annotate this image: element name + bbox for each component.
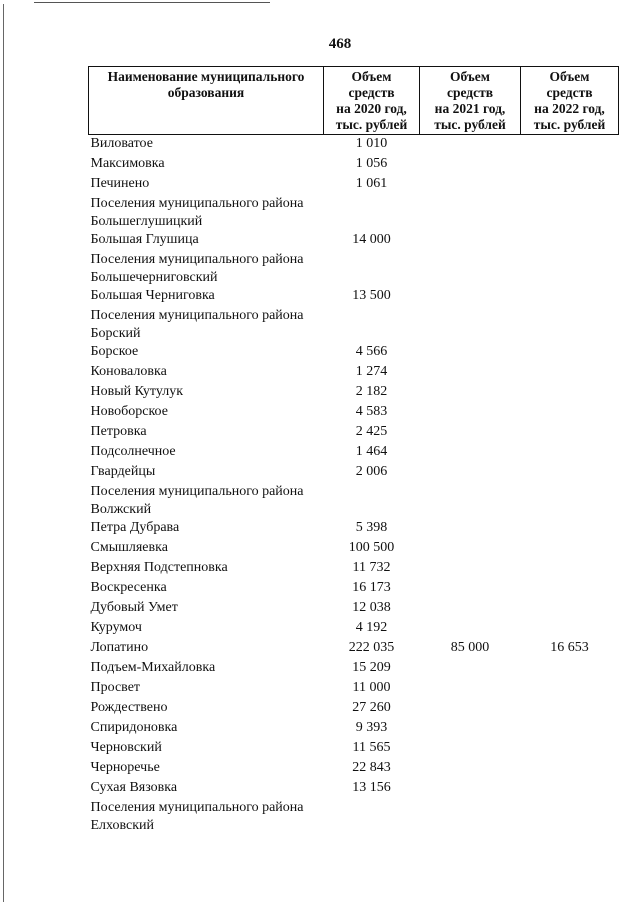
- header-amount-2022: Объем средств на 2022 год, тыс. рублей: [521, 67, 619, 135]
- amount-2021: [420, 759, 521, 779]
- municipality-name: Большая Глушица: [90, 232, 199, 247]
- amount-2022: [521, 287, 619, 307]
- amount-2021: [420, 443, 521, 463]
- municipality-name: Курумоч: [90, 620, 142, 635]
- amount-2021: [420, 699, 521, 719]
- amount-2022: [521, 619, 619, 639]
- amount-2021: [420, 403, 521, 423]
- table-row: [89, 679, 619, 699]
- amount-2022: [521, 195, 619, 231]
- amount-2020: 4 583: [355, 404, 388, 419]
- amount-2022: [521, 539, 619, 559]
- municipality-name: Максимовка: [90, 156, 165, 171]
- amount-2021: [420, 799, 521, 835]
- table-row: [89, 599, 619, 619]
- table-row: [89, 759, 619, 779]
- amount-2021: [420, 135, 521, 156]
- municipality-name: Виловатое: [90, 136, 153, 151]
- municipality-name: Поселения муниципального района Борский: [90, 308, 304, 341]
- table-row: [89, 463, 619, 483]
- amount-2022: [521, 659, 619, 679]
- table-row: [89, 403, 619, 423]
- amount-2022: [521, 423, 619, 443]
- amount-2022: [521, 759, 619, 779]
- scan-margin-line: [3, 4, 4, 902]
- municipality-name: Поселения муниципального района Большеглушицкий: [90, 196, 304, 229]
- table-body: [89, 135, 619, 836]
- amount-2020: 13 156: [352, 780, 391, 795]
- amount-2020: 12 038: [352, 600, 391, 615]
- municipality-name: Подсолнечное: [90, 444, 176, 459]
- amount-2021: [420, 619, 521, 639]
- amount-2020: 2 006: [355, 464, 388, 479]
- amount-2022: [521, 135, 619, 156]
- amount-2021: [420, 423, 521, 443]
- municipality-name: Подъем-Михайловка: [90, 660, 216, 675]
- amount-2022: [521, 719, 619, 739]
- amount-2020: 11 000: [352, 680, 391, 695]
- amount-2021: [420, 779, 521, 799]
- table-row: [89, 363, 619, 383]
- table-row: [89, 739, 619, 759]
- municipality-name: Дубовый Умет: [90, 600, 178, 615]
- amount-2020: 1 274: [355, 364, 388, 379]
- table-group-row: [89, 195, 619, 231]
- amount-2020: 1 464: [355, 444, 388, 459]
- amount-2022: [521, 599, 619, 619]
- table-row: [89, 155, 619, 175]
- header-amount-2021: Объем средств на 2021 год, тыс. рублей: [420, 67, 521, 135]
- municipality-name: Черноречье: [90, 760, 160, 775]
- table-row: [89, 539, 619, 559]
- header-municipality: Наименование муниципального образования: [89, 67, 324, 135]
- amount-2022: [521, 519, 619, 539]
- amount-2022: [521, 363, 619, 383]
- amount-2021: [420, 307, 521, 343]
- amount-2022: [521, 699, 619, 719]
- amount-2022: [521, 779, 619, 799]
- header-row: [89, 67, 619, 135]
- amount-2021: 85 000: [450, 640, 490, 655]
- amount-2021: [420, 155, 521, 175]
- amount-2022: [521, 443, 619, 463]
- amount-2021: [420, 231, 521, 251]
- municipality-name: Новый Кутулук: [90, 384, 184, 399]
- amount-2022: [521, 483, 619, 519]
- table-row: [89, 175, 619, 195]
- header-amount-2020: Объем средств на 2020 год, тыс. рублей: [324, 67, 420, 135]
- table-group-row: [89, 307, 619, 343]
- municipality-name: Просвет: [90, 680, 141, 695]
- amount-2022: [521, 175, 619, 195]
- amount-2020: [324, 799, 420, 835]
- amount-2020: 1 010: [355, 136, 388, 151]
- amount-2022: [521, 739, 619, 759]
- amount-2022: [521, 155, 619, 175]
- amount-2020: 4 566: [355, 344, 388, 359]
- municipality-name: Черновский: [90, 740, 162, 755]
- amount-2020: 16 173: [352, 580, 391, 595]
- amount-2021: [420, 519, 521, 539]
- municipality-name: Поселения муниципального района Елховский: [90, 800, 304, 833]
- amount-2020: 100 500: [348, 540, 395, 555]
- table-group-row: [89, 483, 619, 519]
- amount-2021: [420, 739, 521, 759]
- table-row: [89, 579, 619, 599]
- amount-2021: [420, 287, 521, 307]
- amount-2022: [521, 679, 619, 699]
- municipality-name: Спиридоновка: [90, 720, 178, 735]
- amount-2020: 22 843: [352, 760, 391, 775]
- amount-2021: [420, 463, 521, 483]
- municipality-name: Верхняя Подстепновка: [90, 560, 228, 575]
- amount-2020: [324, 483, 420, 519]
- table-row: [89, 779, 619, 799]
- municipality-name: Поселения муниципального района Большечерниговский: [90, 252, 304, 285]
- amount-2022: [521, 463, 619, 483]
- amount-2020: [324, 195, 420, 231]
- amount-2022: [521, 307, 619, 343]
- amount-2021: [420, 483, 521, 519]
- municipality-name: Коноваловка: [90, 364, 167, 379]
- amount-2020: 14 000: [352, 232, 391, 247]
- amount-2022: [521, 559, 619, 579]
- municipality-name: Рождествено: [90, 700, 168, 715]
- amount-2020: 1 056: [355, 156, 388, 171]
- amount-2020: 11 732: [352, 560, 391, 575]
- amount-2020: 5 398: [355, 520, 388, 535]
- amount-2020: 2 425: [355, 424, 388, 439]
- budget-table: [88, 66, 619, 835]
- municipality-name: Печинено: [90, 176, 150, 191]
- amount-2020: 4 192: [355, 620, 388, 635]
- table-row: [89, 443, 619, 463]
- amount-2022: [521, 251, 619, 287]
- municipality-name: Смышляевка: [90, 540, 168, 555]
- page-number: 468: [328, 36, 352, 52]
- amount-2022: [521, 403, 619, 423]
- municipality-name: Воскресенка: [90, 580, 167, 595]
- amount-2022: 16 653: [550, 640, 589, 655]
- amount-2021: [420, 383, 521, 403]
- amount-2020: 11 565: [352, 740, 391, 755]
- amount-2020: 2 182: [355, 384, 388, 399]
- amount-2020: 9 393: [355, 720, 388, 735]
- table-row: [89, 659, 619, 679]
- amount-2020: [324, 251, 420, 287]
- table-group-row: [89, 799, 619, 835]
- municipality-name: Петра Дубрава: [90, 520, 180, 535]
- table-group-row: [89, 251, 619, 287]
- amount-2021: [420, 679, 521, 699]
- table-row: [89, 231, 619, 251]
- table-row: [89, 619, 619, 639]
- amount-2021: [420, 599, 521, 619]
- amount-2022: [521, 231, 619, 251]
- amount-2020: 15 209: [352, 660, 391, 675]
- table-row: [89, 343, 619, 363]
- municipality-name: Петровка: [90, 424, 147, 439]
- scan-edge-line: [34, 2, 270, 3]
- amount-2021: [420, 559, 521, 579]
- amount-2022: [521, 383, 619, 403]
- municipality-name: Борское: [90, 344, 139, 359]
- amount-2020: [324, 307, 420, 343]
- amount-2021: [420, 195, 521, 231]
- amount-2022: [521, 799, 619, 835]
- amount-2021: [420, 251, 521, 287]
- amount-2021: [420, 363, 521, 383]
- table-row: [89, 423, 619, 443]
- table-row: [89, 559, 619, 579]
- amount-2021: [420, 175, 521, 195]
- table-row: [89, 135, 619, 156]
- amount-2020: 27 260: [352, 700, 391, 715]
- amount-2022: [521, 343, 619, 363]
- table-row: [89, 699, 619, 719]
- amount-2021: [420, 579, 521, 599]
- municipality-name: Гвардейцы: [90, 464, 156, 479]
- amount-2022: [521, 579, 619, 599]
- amount-2021: [420, 539, 521, 559]
- table-row: [89, 719, 619, 739]
- amount-2020: 13 500: [352, 288, 391, 303]
- amount-2020: 1 061: [355, 176, 388, 191]
- amount-2021: [420, 719, 521, 739]
- amount-2021: [420, 343, 521, 363]
- municipality-name: Сухая Вязовка: [90, 780, 178, 795]
- amount-2021: [420, 659, 521, 679]
- table-row: [89, 383, 619, 403]
- table-row: [89, 287, 619, 307]
- amount-2020: 222 035: [348, 640, 395, 655]
- table-row: [89, 639, 619, 659]
- municipality-name: Большая Черниговка: [90, 288, 215, 303]
- table-row: [89, 519, 619, 539]
- municipality-name: Поселения муниципального района Волжский: [90, 484, 304, 517]
- municipality-name: Лопатино: [90, 640, 149, 655]
- municipality-name: Новоборское: [90, 404, 168, 419]
